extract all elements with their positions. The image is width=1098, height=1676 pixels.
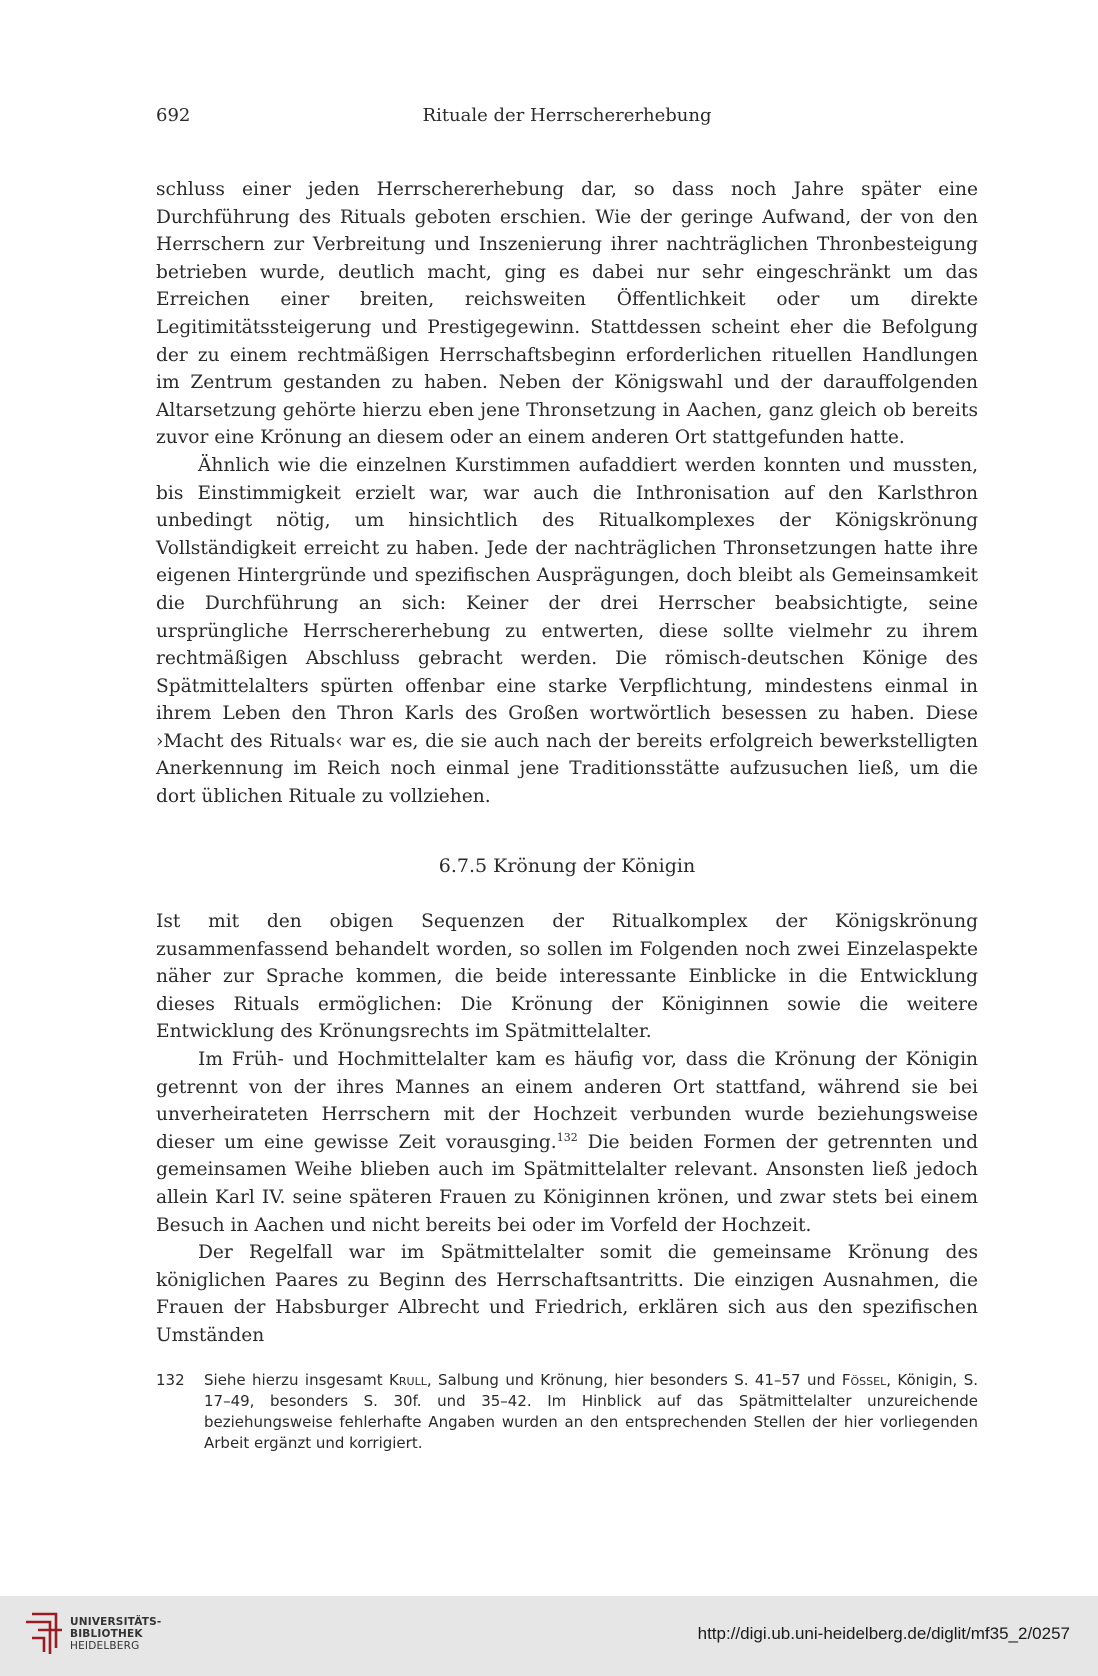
paragraph-with-footnote	[156, 1046, 978, 1239]
library-logo-icon	[22, 1608, 70, 1658]
footnote-author: Krull	[389, 1371, 427, 1389]
paragraph: Ist mit den obigen Sequenzen der Ritualkomplex der Königskrönung zusammenfassend behandelt worden, so sollen im Folgenden noch zwei Einzelaspekte näher zur Sprache kommen, die beide interessante Einblicke in die Entwicklung dieses Rituals ermöglichen: Die Krönung der Königinnen sowie die weitere Entwicklung des Krönungsrechts im Spätmittelalter.	[156, 911, 978, 1043]
library-name-line: HEIDELBERG	[70, 1640, 140, 1652]
section-heading: 6.7.5 Krönung der Königin	[438, 855, 696, 877]
paragraph-text: Im Früh- und Hochmittelalter kam es häufig vor, dass die Krönung der Königin getrennt von der ihres Mannes an einem anderen Ort stattfand, während sie bei unverheirateten Herrschern mit der Hochzeit verbunden wurde beziehungsweise dieser um eine gewisse Zeit vorausging.	[156, 1048, 978, 1153]
footnote-text-part: Siehe hierzu insgesamt	[204, 1371, 390, 1389]
paragraph: Ähnlich wie die einzelnen Kurstimmen aufaddiert werden konnten und mussten, bis Einstimmigkeit erzielt war, war auch die Inthronisation auf den Karlsthron unbedingt nötig, um hinsichtlich des Ritualkomplexes der Königskrönung Vollständigkeit erreicht zu haben. Jede der nachträglichen Thronsetzungen hatte ihre eigenen Hintergründe und spezifischen Ausprägungen, doch bleibt als Gemeinsamkeit die Durchführung an sich: Keiner der drei Herrscher beabsichtigte, seine ursprüngliche Herrschererhebung zu entwerten, diese sollte vielmehr zu ihrem rechtmäßigen Abschluss gebracht werden. Die römisch-deutschen Könige des Spätmittelalters spürten offenbar eine starke Verpflichtung, mindestens einmal in ihrem Leben den Thron Karls des Großen wortwörtlich besessen zu haben. Diese ›Macht des Rituals‹ war es, die sie auch nach der bereits erfolgreich bewerkstelligten Anerkennung im Reich noch einmal jene Traditionsstätte aufzusuchen ließ, um die dort üblichen Rituale zu vollziehen.	[156, 454, 978, 808]
paragraph: Der Regelfall war im Spätmittelalter somit die gemeinsame Krönung des königlichen Paares zu Beginn des Herrschaftsantritts. Die einzigen Ausnahmen, die Frauen der Habsburger Albrecht und Friedrich, erklären sich aus den spezifischen Umständen	[156, 1242, 978, 1346]
body-text-block-2	[156, 908, 978, 1350]
library-name	[70, 1616, 161, 1652]
paragraph-text: Die beiden Formen der getrennten und gemeinsamen Weihe blieben auch im Spätmittelalter relevant. Ansonsten ließ jedoch allein Karl IV. seine späteren Frauen zu Königinnen krönen, und zwar stets bei einem Besuch in Aachen und nicht bereits bei oder im Vorfeld der Hochzeit.	[156, 1131, 979, 1236]
footnote-text	[204, 1370, 978, 1454]
running-header	[156, 104, 978, 128]
library-name-line: UNIVERSITÄTS-	[70, 1616, 162, 1628]
footnote	[156, 1370, 978, 1454]
body-text-block-1	[156, 176, 978, 811]
page-number: 692	[156, 105, 191, 126]
footer-bar	[0, 1596, 1098, 1676]
footnote-reference[interactable]: 132	[556, 1130, 578, 1144]
permalink-url[interactable]: http://digi.ub.uni-heidelberg.de/diglit/mf35_2/0257	[697, 1624, 1070, 1643]
footnote-text-part: , Salbung und Krönung, hier besonders S. 41–57 und	[426, 1371, 842, 1389]
running-title: Rituale der Herrschererhebung	[422, 105, 712, 126]
footnote-author: Fössel	[841, 1371, 887, 1389]
footnote-number: 132	[156, 1371, 185, 1389]
library-name-line: BIBLIOTHEK	[70, 1628, 143, 1640]
paragraph: schluss einer jeden Herrschererhebung dar, so dass noch Jahre später eine Durchführung des Rituals geboten erschien. Wie der geringe Aufwand, der von den Herrschern zur Verbreitung und Inszenierung ihrer nachträglichen Thronbesteigung betrieben wurde, deutlich macht, ging es dabei nur sehr eingeschränkt um das Erreichen einer breiten, reichsweiten Öffentlichkeit oder um direkte Legitimitätssteigerung und Prestigegewinn. Stattdessen scheint eher die Befolgung der zu einem rechtmäßigen Herrschaftsbeginn erforderlichen rituellen Handlungen im Zentrum gestanden zu haben. Neben der Königswahl und der darauffolgenden Altarsetzung gehörte hierzu eben jene Thronsetzung in Aachen, ganz gleich ob bereits zuvor eine Krönung an diesem oder an einem anderen Ort stattgefunden hatte.	[156, 179, 978, 449]
footnote-text-part: , Königin, S. 17–49, besonders S. 30f. und 35–42. Im Hinblick auf das Spätmittelalter unzureichende beziehungsweise fehlerhafte Angaben wurden an den entsprechenden Stellen der hier vorliegenden Arbeit ergänzt und korrigiert.	[204, 1371, 978, 1452]
